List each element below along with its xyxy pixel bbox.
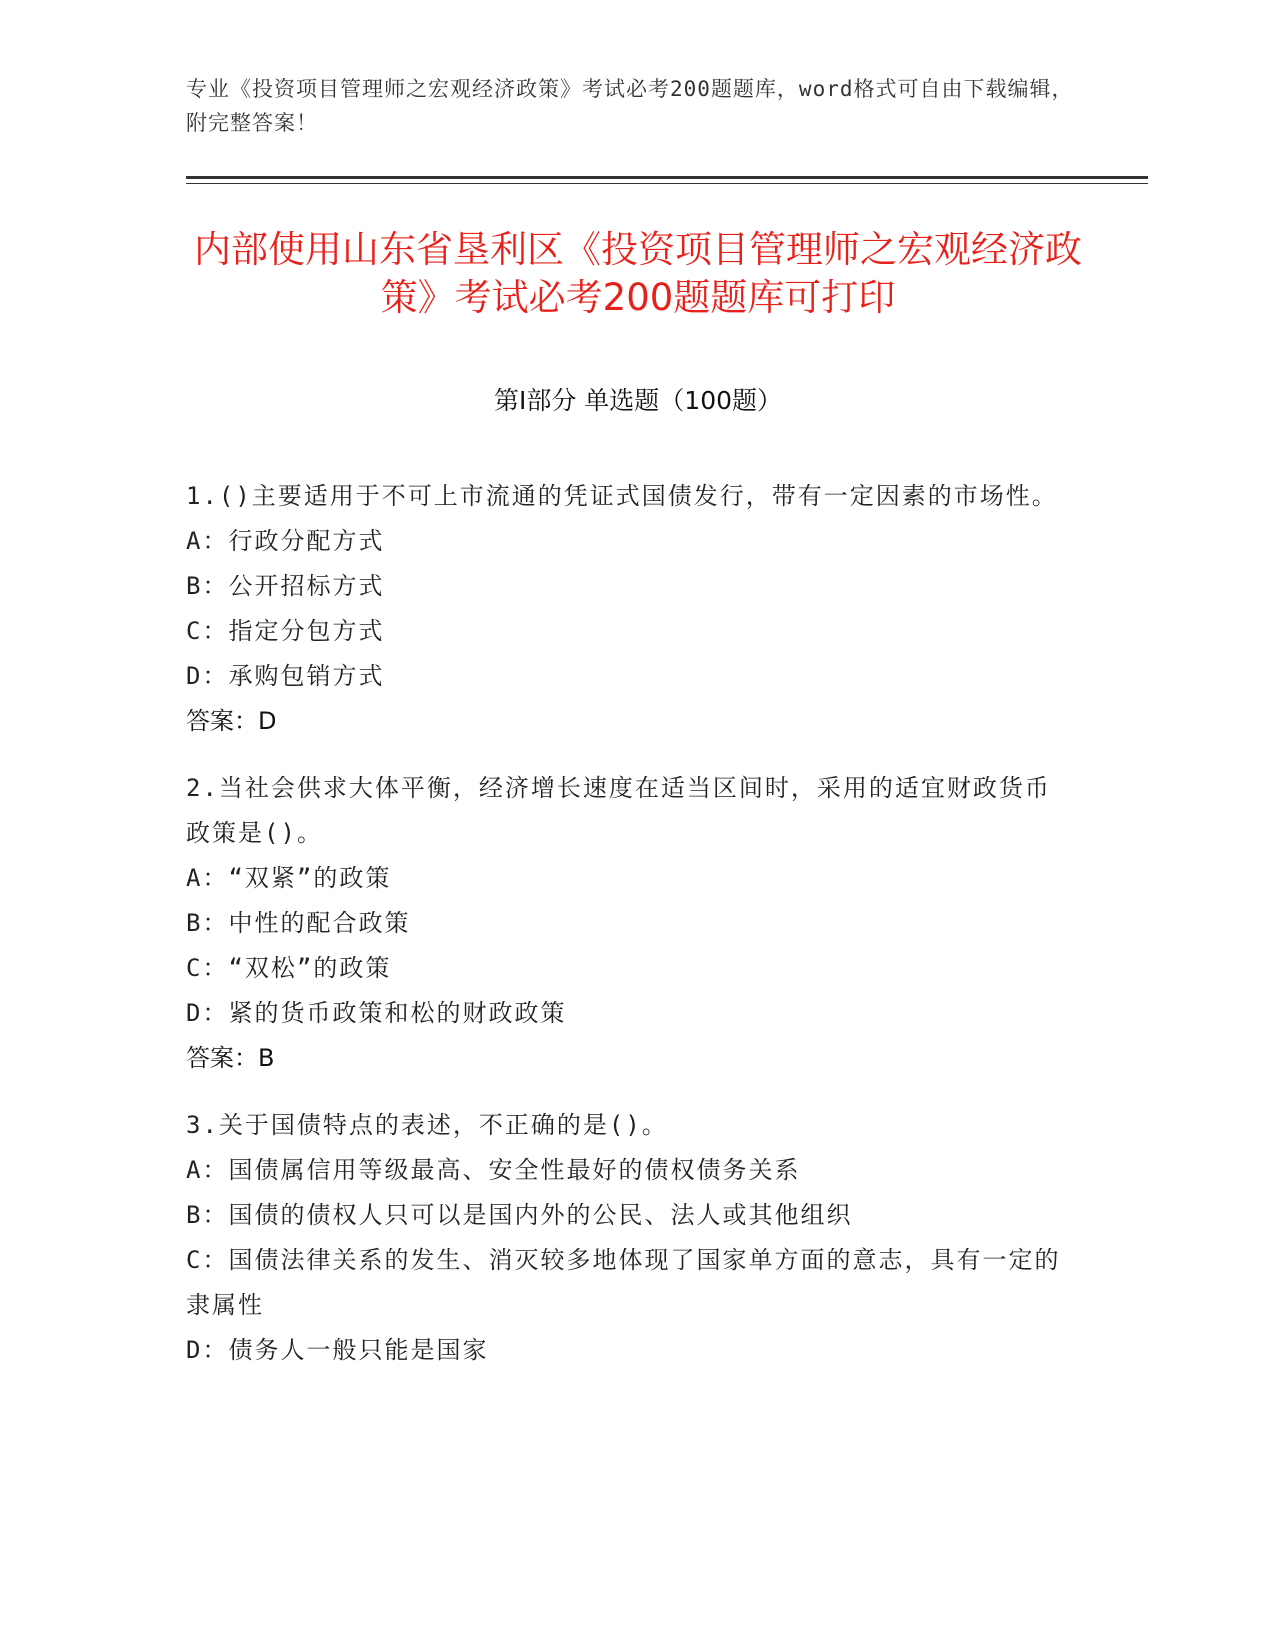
question-list xyxy=(186,474,1076,1395)
option-c: C：指定分包方式 xyxy=(186,617,385,645)
option-b: B：公开招标方式 xyxy=(186,572,385,600)
header-note: 专业《投资项目管理师之宏观经济政策》考试必考200题题库，word格式可自由下载编辑，附完整答案！ xyxy=(186,77,1074,135)
question-2 xyxy=(186,766,1076,1081)
header-rule-thick xyxy=(186,176,1148,179)
option-a: A：国债属信用等级最高、安全性最好的债权债务关系 xyxy=(186,1156,801,1184)
question-stem: 3.关于国债特点的表述，不正确的是()。 xyxy=(186,1111,668,1139)
answer: 答案：B xyxy=(186,1044,275,1072)
option-c: C：国债法律关系的发生、消灭较多地体现了国家单方面的意志，具有一定的隶属性 xyxy=(186,1246,1061,1319)
option-b: B：国债的债权人只可以是国内外的公民、法人或其他组织 xyxy=(186,1201,853,1229)
option-d: D：债务人一般只能是国家 xyxy=(186,1336,489,1364)
section-heading: 第Ⅰ部分 单选题（100题） xyxy=(493,386,783,415)
header-rule-thin xyxy=(186,183,1148,184)
answer: 答案：D xyxy=(186,707,277,735)
question-1 xyxy=(186,474,1076,744)
option-d: D：承购包销方式 xyxy=(186,662,385,690)
option-c: C：“双松”的政策 xyxy=(186,954,392,982)
question-stem: 1.()主要适用于不可上市流通的凭证式国债发行，带有一定因素的市场性。 xyxy=(186,482,1058,510)
document-title: 内部使用山东省垦利区《投资项目管理师之宏观经济政策》考试必考200题题库可打印 xyxy=(194,228,1082,319)
option-a: A：行政分配方式 xyxy=(186,527,385,555)
option-b: B：中性的配合政策 xyxy=(186,909,411,937)
question-stem: 2.当社会供求大体平衡，经济增长速度在适当区间时，采用的适宜财政货币政策是()。 xyxy=(186,774,1051,847)
question-3 xyxy=(186,1103,1076,1373)
option-a: A：“双紧”的政策 xyxy=(186,864,392,892)
option-d: D：紧的货币政策和松的财政政策 xyxy=(186,999,567,1027)
